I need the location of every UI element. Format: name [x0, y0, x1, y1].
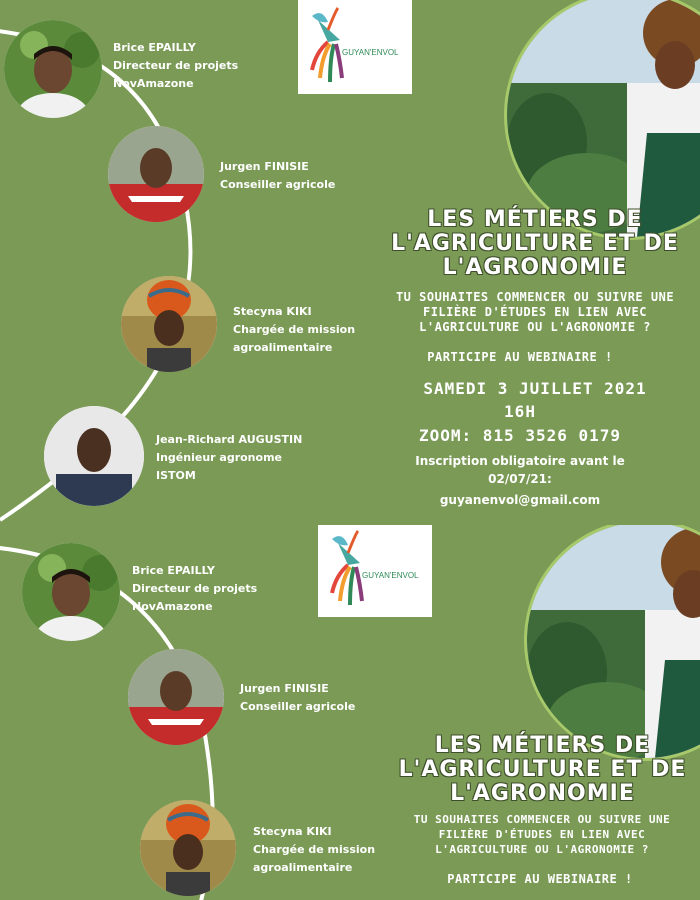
logo [298, 0, 412, 94]
subtitle-line-3: L'AGRICULTURE OU L'AGRONOMIE ? [419, 320, 651, 334]
farmer-photo [524, 525, 700, 761]
cta-text: PARTICIPE AU WEBINAIRE ! [447, 872, 633, 886]
title-line-1: LES MÉTIERS DE [427, 207, 643, 232]
speaker-3-info [253, 823, 375, 877]
speaker-1-info [113, 39, 238, 93]
title-line-2: L'AGRICULTURE ET DE [391, 231, 679, 256]
avatar-speaker-4 [44, 406, 144, 506]
speaker-2-info [240, 680, 355, 716]
avatar-speaker-3 [121, 276, 217, 372]
speaker-name: Brice EPAILLY [132, 564, 215, 577]
inscription-line-2: 02/07/21: [488, 472, 552, 486]
speaker-name: Jean-Richard AUGUSTIN [156, 433, 303, 446]
avatar-speaker-1 [4, 20, 102, 118]
speaker-role: Directeur de projets [132, 582, 258, 595]
title-line-3: L'AGRONOMIE [442, 255, 628, 280]
speaker-2-info [220, 158, 335, 194]
avatar-speaker-3 [140, 800, 236, 896]
subtitle-line-2: FILIÈRE D'ÉTUDES EN LIEN AVEC [438, 828, 646, 841]
inscription-line-1: Inscription obligatoire avant le [415, 454, 625, 468]
speaker-org: agroalimentaire [253, 861, 353, 874]
speaker-role: Chargée de mission [253, 843, 376, 856]
contact-email[interactable]: guyanenvol@gmail.com [439, 493, 601, 507]
speaker-name: Jurgen FINISIE [240, 682, 329, 695]
avatar-speaker-2 [108, 126, 204, 222]
speaker-name: Stecyna KIKI [253, 825, 332, 838]
speaker-org: NovAmazone [132, 600, 213, 613]
person-photo-icon [140, 800, 236, 896]
cta-text: PARTICIPE AU WEBINAIRE ! [427, 350, 613, 364]
event-title [385, 734, 700, 806]
speaker-4-info [156, 431, 302, 485]
speaker-name: Jurgen FINISIE [220, 160, 309, 173]
speaker-role: Ingénieur agronome [156, 451, 282, 464]
logo-text: GUYAN'ENVOL [362, 571, 419, 580]
speaker-name: Brice EPAILLY [113, 41, 196, 54]
person-photo-icon [108, 126, 204, 222]
poster-copy-2 [0, 525, 700, 900]
avatar-speaker-2 [128, 649, 224, 745]
subtitle-line-1: TU SOUHAITES COMMENCER OU SUIVRE UNE [395, 290, 675, 304]
hummingbird-logo-icon [318, 525, 432, 617]
speaker-3-info [233, 303, 355, 357]
speaker-name: Stecyna KIKI [233, 305, 312, 318]
subtitle-line-2: FILIÈRE D'ÉTUDES EN LIEN AVEC [422, 305, 647, 319]
subtitle-line-1: TU SOUHAITES COMMENCER OU SUIVRE UNE [413, 813, 671, 826]
farmer-photo [504, 0, 700, 240]
person-photo-icon [4, 20, 102, 118]
speaker-1-info [132, 562, 257, 616]
speaker-role: Conseiller agricole [220, 178, 336, 191]
speaker-role: Directeur de projets [113, 59, 239, 72]
speaker-org: agroalimentaire [233, 341, 333, 354]
event-time: 16H [504, 402, 536, 421]
avatar-speaker-1 [22, 543, 120, 641]
title-line-2: L'AGRICULTURE ET DE [398, 757, 687, 782]
title-line-3: L'AGRONOMIE [450, 781, 635, 806]
subtitle-line-3: L'AGRICULTURE OU L'AGRONOMIE ? [435, 843, 649, 856]
person-photo-icon [22, 543, 120, 641]
logo [318, 525, 432, 617]
inscription-note [370, 452, 670, 488]
person-photo-icon [121, 276, 217, 372]
logo-text: GUYAN'ENVOL [342, 48, 399, 57]
speaker-org: ISTOM [156, 469, 196, 482]
event-subtitle [370, 290, 700, 335]
event-subtitle [384, 812, 700, 857]
speaker-role: Chargée de mission [233, 323, 356, 336]
title-line-1: LES MÉTIERS DE [434, 733, 651, 758]
person-photo-icon [44, 406, 144, 506]
person-photo-icon [128, 649, 224, 745]
farmer-photo-icon [507, 0, 700, 237]
speaker-role: Conseiller agricole [240, 700, 356, 713]
event-zoom: ZOOM: 815 3526 0179 [418, 426, 622, 445]
speaker-org: NovAmazone [113, 77, 194, 90]
hummingbird-logo-icon [298, 0, 412, 94]
event-date: SAMEDI 3 JUILLET 2021 [423, 379, 647, 398]
farmer-photo-icon [527, 525, 700, 758]
event-title [370, 208, 700, 280]
